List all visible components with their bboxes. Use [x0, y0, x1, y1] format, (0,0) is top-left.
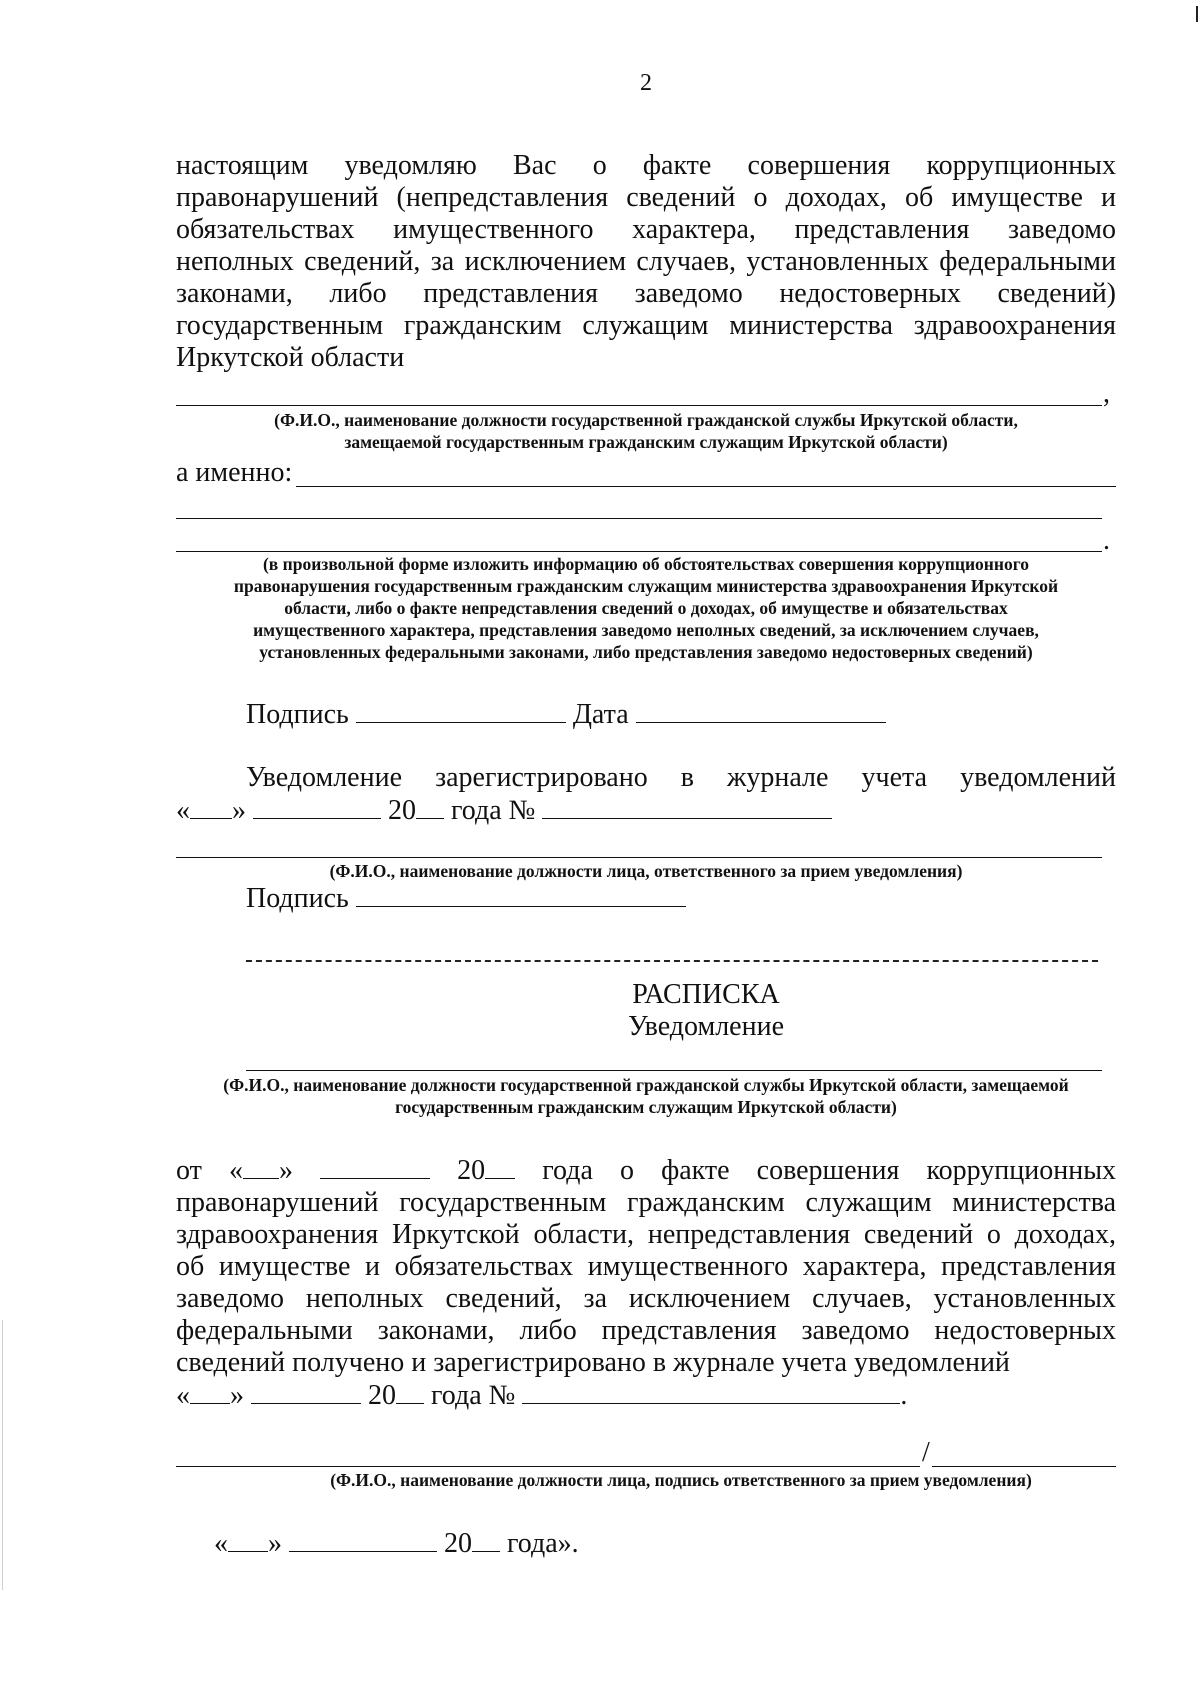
receipt-subtitle: Уведомление [627, 1011, 784, 1042]
open-quote: « [176, 1380, 190, 1411]
signature-label: Подпись [246, 699, 349, 730]
caption-line: области, либо о факте непредставления сведений о доходах, об имуществе и обязательствах [284, 598, 1008, 618]
year-field[interactable] [416, 794, 444, 819]
year-prefix: 20 [368, 1380, 396, 1411]
receipt-reg-year-field[interactable] [396, 1379, 424, 1404]
end-period: . [900, 1380, 908, 1411]
responsible-field-line[interactable] [176, 857, 1102, 858]
year-word: года № [431, 1380, 516, 1411]
signature2-row [246, 882, 686, 915]
open-quote: « [214, 1528, 228, 1559]
receipt-registration-line [176, 1379, 907, 1412]
paragraph-line: заведомо неполных сведений, за исключением случаев, установленных [176, 1283, 1116, 1314]
paragraph-line: правонарушений государственным гражданским служащим министерства [176, 1187, 1116, 1218]
paragraph-line: настоящим уведомляю Вас о факте совершения коррупционных [176, 150, 1116, 181]
caption-line: (Ф.И.О., наименование должности государственной гражданской службы Иркутской области, замещаемой [223, 1075, 1069, 1095]
receipt-reg-day-field[interactable] [190, 1379, 230, 1404]
receipt-date-line [214, 1527, 579, 1560]
receipt-year-field[interactable] [485, 1154, 515, 1179]
first-line-rest: года о факте совершения коррупционных [542, 1155, 1117, 1186]
caption-line: имущественного характера, представления заведомо неполных сведений, за исключением случаев, [253, 620, 1039, 640]
receipt-date-day-field[interactable] [228, 1527, 268, 1552]
receipt-signature-field[interactable] [932, 1466, 1116, 1467]
year-prefix: 20 [444, 1528, 472, 1559]
paragraph-line: об имуществе и обязательствах имущественного характера, представления [176, 1251, 1116, 1282]
responsible-caption [176, 860, 1116, 882]
year-word: года № [451, 795, 536, 826]
open-quote: « [228, 1155, 243, 1186]
close-quote: » [278, 1155, 293, 1186]
signature2-field[interactable] [356, 882, 686, 907]
paragraph-line: обязательствах имущественного характера, представления заведомо [176, 214, 1116, 245]
receipt-title: РАСПИСКА [632, 979, 780, 1010]
paragraph-line: Иркутской области [176, 342, 405, 373]
namely-field-line[interactable] [296, 486, 1116, 487]
caption-line: (Ф.И.О., наименование должности государственной гражданской службы Иркутской области, [274, 410, 1018, 430]
scan-edge-line [2, 1320, 3, 1590]
caption-line: (Ф.И.О., наименование должности лица, подпись ответственного за прием уведомления) [330, 1470, 1032, 1490]
fio-field-comma: , [1103, 378, 1110, 409]
receipt-day-field[interactable] [243, 1154, 279, 1179]
namely-field-line-2[interactable] [176, 518, 1102, 519]
receipt-date-year-field[interactable] [472, 1527, 500, 1552]
namely-field-line-3[interactable] [176, 551, 1102, 552]
signature-row [246, 698, 886, 731]
scan-edge-mark [1196, 6, 1198, 22]
paragraph-line: государственным гражданским служащим министерства здравоохранения [176, 310, 1116, 341]
free-form-caption [176, 553, 1116, 663]
date-field[interactable] [636, 698, 886, 723]
receipt-responsible-caption [246, 1469, 1116, 1491]
receipt-fio-caption [176, 1074, 1116, 1118]
receipt-paragraph [176, 1154, 1116, 1379]
paragraph-line: сведений получено и зарегистрировано в журнале учета уведомлений [176, 1347, 1010, 1378]
paragraph-line: федеральными законами, либо представления заведомо недостоверных [176, 1315, 1116, 1346]
journal-number-field[interactable] [542, 794, 832, 819]
receipt-date-month-field[interactable] [289, 1527, 437, 1552]
caption-line: замещаемой государственным гражданским служащим Иркутской области) [344, 432, 948, 452]
registration-line [176, 794, 832, 827]
year-prefix: 20 [457, 1155, 486, 1186]
year-prefix: 20 [388, 795, 416, 826]
fio-field-line[interactable] [176, 405, 1102, 406]
namely-end-period: . [1103, 525, 1110, 556]
receipt-month-field[interactable] [320, 1154, 430, 1179]
receipt-fio-field-line[interactable] [246, 1070, 1102, 1071]
caption-line: (в произвольной форме изложить информацию об обстоятельствах совершения коррупционного [262, 554, 1029, 574]
close-quote: » [268, 1528, 282, 1559]
paragraph-line: здравоохранения Иркутской области, непредставления сведений о доходах, [176, 1219, 1116, 1250]
date-label: Дата [572, 699, 629, 730]
caption-line: государственным гражданским служащим Иркутской области) [395, 1097, 897, 1117]
receipt-responsible-field[interactable] [176, 1466, 920, 1467]
paragraph-line: законами, либо представления заведомо недостоверных сведений) [176, 278, 1116, 309]
paragraph-line: правонарушений (непредставления сведений о доходах, об имуществе и [176, 182, 1116, 213]
year-word: года». [507, 1528, 579, 1559]
caption-line: (Ф.И.О., наименование должности лица, ответственного за прием уведомления) [329, 861, 963, 881]
receipt-first-line [176, 1154, 1116, 1187]
close-quote: » [230, 1380, 244, 1411]
paragraph-line: неполных сведений, за исключением случаев, установленных федеральными [176, 246, 1116, 277]
close-quote: » [232, 795, 246, 826]
page-number: 2 [640, 70, 652, 96]
namely-label: а именно: [176, 457, 293, 488]
fio-caption [176, 409, 1116, 453]
open-quote: « [176, 795, 190, 826]
notice-paragraph [176, 150, 1116, 374]
signature2-label: Подпись [246, 883, 349, 914]
month-field[interactable] [253, 794, 381, 819]
caption-line: установленных федеральными законами, либо представления заведомо недостоверных сведений) [259, 642, 1033, 662]
caption-line: правонарушения государственным гражданским служащим министерства здравоохранения Иркутской [233, 576, 1059, 596]
day-field[interactable] [190, 794, 232, 819]
signature-field[interactable] [356, 698, 566, 723]
from-word: от [176, 1155, 202, 1186]
cut-line [246, 960, 1098, 962]
receipt-journal-number-field[interactable] [522, 1379, 900, 1404]
receipt-reg-month-field[interactable] [251, 1379, 361, 1404]
slash-separator: / [922, 1437, 930, 1468]
registered-text: Уведомление зарегистрировано в журнале учета уведомлений [246, 762, 1116, 793]
